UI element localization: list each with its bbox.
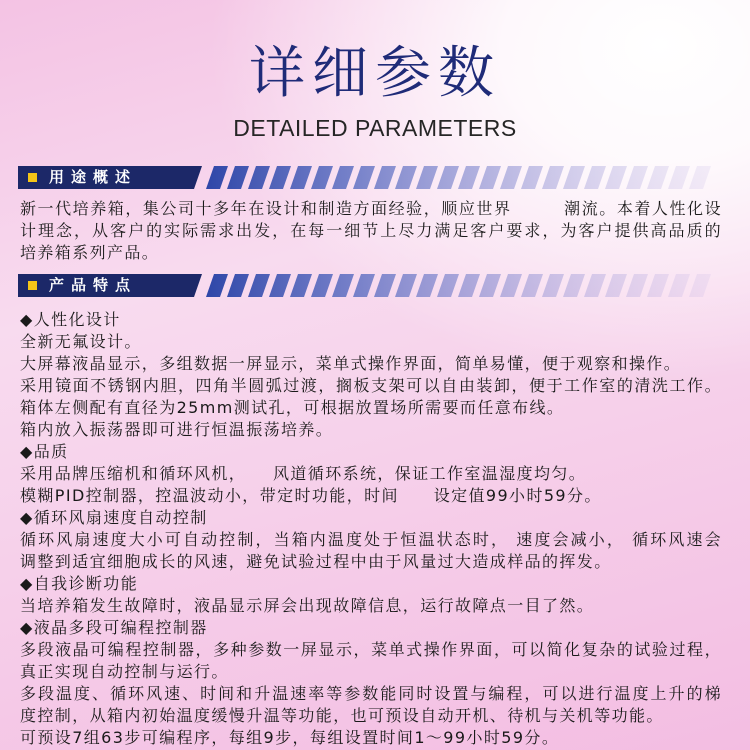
heading-stripe	[416, 166, 438, 189]
section-heading-label: 产品特点	[49, 276, 138, 294]
feature-line: 度控制，从箱内初始温度缓慢升温等功能，也可预设自动开机、待机与关机等功能。	[20, 706, 664, 725]
feature-heading: ◆人性化设计	[20, 310, 121, 329]
intro-text-line: 培养箱系列产品。	[20, 243, 160, 262]
heading-stripe	[500, 274, 522, 297]
feature-line: 模糊PID控制器，控温波动小，带定时功能，时间 设定值99小时59分。	[20, 486, 602, 505]
feature-line: 可预设7组63步可编程序，每组9步，每组设置时间1～99小时59分。	[20, 728, 560, 747]
heading-stripes	[206, 166, 711, 189]
usage-paragraph	[20, 198, 728, 264]
heading-stripe	[563, 166, 585, 189]
feature-heading: ◆循环风扇速度自动控制	[20, 508, 208, 527]
heading-stripe	[332, 166, 354, 189]
heading-stripe	[584, 274, 606, 297]
heading-stripe	[479, 274, 501, 297]
heading-stripe	[290, 166, 312, 189]
feature-heading: ◆品质	[20, 442, 69, 461]
heading-stripe	[458, 166, 480, 189]
heading-stripe	[353, 166, 375, 189]
feature-line: 采用品牌压缩机和循环风机， 风道循环系统，保证工作室温湿度均匀。	[20, 464, 587, 483]
heading-stripe	[626, 274, 648, 297]
heading-stripe	[521, 166, 543, 189]
heading-square-icon	[28, 173, 37, 182]
heading-stripe	[437, 166, 459, 189]
heading-stripe	[647, 274, 669, 297]
features-list	[20, 309, 728, 749]
heading-stripe	[227, 166, 249, 189]
heading-stripe	[689, 166, 711, 189]
heading-stripe	[500, 166, 522, 189]
feature-line: 循环风扇速度大小可自动控制，当箱内温度处于恒温状态时， 速度会减小， 循环风速会	[20, 530, 722, 549]
heading-stripe	[605, 166, 627, 189]
heading-stripe	[479, 166, 501, 189]
heading-stripe	[332, 274, 354, 297]
page-subtitle: DETAILED PARAMETERS	[233, 115, 517, 141]
heading-stripes	[206, 274, 711, 297]
feature-line: 箱内放入振荡器即可进行恒温振荡培养。	[20, 420, 334, 439]
heading-stripe	[311, 166, 333, 189]
heading-stripe	[227, 274, 249, 297]
heading-stripe	[248, 166, 270, 189]
heading-stripe	[689, 274, 711, 297]
heading-stripe	[437, 274, 459, 297]
heading-square-icon	[28, 281, 37, 290]
heading-stripe	[374, 166, 396, 189]
heading-stripe	[521, 274, 543, 297]
heading-stripe	[206, 166, 228, 189]
heading-stripe	[269, 274, 291, 297]
page-title: 详细参数	[249, 41, 501, 106]
section-heading-features	[18, 274, 730, 297]
feature-line: 大屏幕液晶显示，多组数据一屏显示，菜单式操作界面，简单易懂，便于观察和操作。	[20, 354, 682, 373]
heading-stripe	[269, 166, 291, 189]
heading-stripe	[290, 274, 312, 297]
feature-line: 箱体左侧配有直径为25mm测试孔，可根据放置场所需要而任意布线。	[20, 398, 565, 417]
feature-line: 多段温度、循环风速、时间和升温速率等参数能同时设置与编程，可以进行温度上升的梯	[20, 684, 722, 703]
feature-line: 全新无氟设计。	[20, 332, 142, 351]
heading-stripe	[311, 274, 333, 297]
heading-stripe	[542, 166, 564, 189]
heading-stripe	[584, 166, 606, 189]
heading-stripe	[395, 166, 417, 189]
heading-stripe	[248, 274, 270, 297]
heading-stripe	[374, 274, 396, 297]
section-heading-usage	[18, 166, 730, 189]
feature-heading: ◆液晶多段可编程控制器	[20, 618, 208, 637]
intro-text-line: 新一代培养箱，集公司十多年在设计和制造方面经验，顺应世界 潮流。本着人性化设	[20, 199, 722, 218]
section-heading-label: 用途概述	[49, 168, 138, 186]
feature-line: 多段液晶可编程控制器，多种参数一屏显示，菜单式操作界面，可以简化复杂的试验过程，	[20, 640, 722, 659]
heading-stripe	[416, 274, 438, 297]
feature-line: 当培养箱发生故障时，液晶显示屏会出现故障信息，运行故障点一目了然。	[20, 596, 595, 615]
heading-stripe	[668, 274, 690, 297]
heading-stripe	[647, 166, 669, 189]
heading-stripe	[353, 274, 375, 297]
heading-stripe	[395, 274, 417, 297]
feature-line: 真正实现自动控制与运行。	[20, 662, 229, 681]
intro-text-line: 计理念，从客户的实际需求出发，在每一细节上尽力满足客户要求，为客户提供高品质的	[20, 221, 722, 240]
heading-stripe	[458, 274, 480, 297]
feature-heading: ◆自我诊断功能	[20, 574, 139, 593]
feature-line: 采用镜面不锈钢内胆，四角半圆弧过渡，搁板支架可以自由装卸，便于工作室的清洗工作。	[20, 376, 722, 395]
heading-stripe	[626, 166, 648, 189]
heading-stripe	[668, 166, 690, 189]
heading-stripe	[605, 274, 627, 297]
heading-stripe	[563, 274, 585, 297]
heading-stripe	[542, 274, 564, 297]
heading-stripe	[206, 274, 228, 297]
feature-line: 调整到适宜细胞成长的风速，避免试验过程中由于风量过大造成样品的挥发。	[20, 552, 612, 571]
